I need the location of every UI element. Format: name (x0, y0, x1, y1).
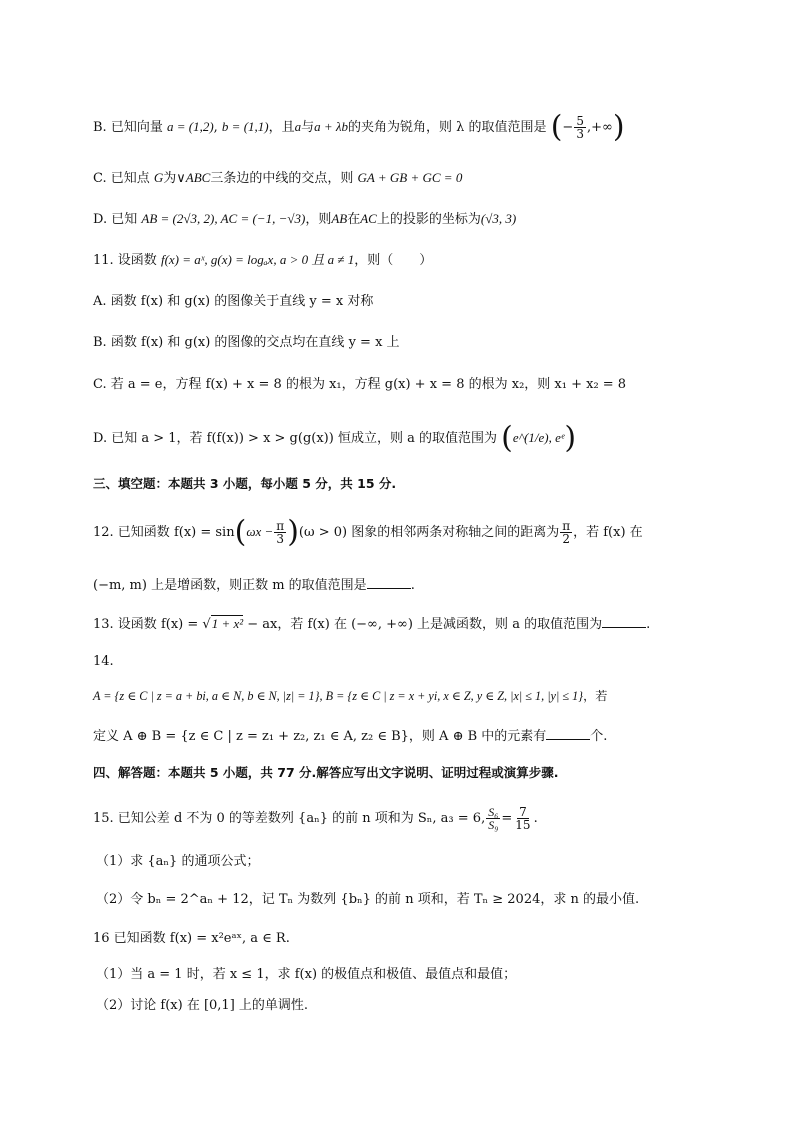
fraction: $\frac{5}{3}$ (576, 114, 584, 141)
vector-a: a = (1,2) (166, 119, 214, 134)
section-3-heading: 三、填空题：本题共 3 小题，每小题 5 分，共 15 分. (93, 476, 397, 491)
vector-b: b = (1,1) (221, 119, 269, 134)
q15-part2: （2）令 bₙ = 2^aₙ + 12，记 Tₙ 为数列 {bₙ} 的前 n 项和，若 Tₙ ≥ 2024，求 n 的最小值. (96, 892, 640, 907)
question-14-sets: A = {z ∈ C | z = a + bi, a ∈ N, b ∈ N, |z| = 1}, B = {z ∈ C | z = x + yi, x ∈ Z, y ∈ Z, |x| ≤ 1, |y| ≤ 1}，若 (93, 689, 608, 703)
section-4-heading: 四、解答题：本题共 5 小题，共 77 分.解答应写出文字说明、证明过程或演算步骤. (93, 765, 559, 780)
q11-option-C: C. 若 a = e，方程 f(x) + x = 8 的根为 x₁，方程 g(x) + x = 8 的根为 x₂，则 x₁ + x₂ = 8 (93, 377, 627, 392)
answer-blank[interactable] (602, 615, 646, 628)
option-B: B. 已知向量 a = (1,2), b = (1,1)，且a与a + λb的夹角为锐角，则 λ 的取值范围是 (− $\frac{5}{3}$ ,+∞) (93, 109, 625, 145)
option-D: D. 已知 AB = (2√3, 2), AC = (−1, −√3)，则AB在AC上的投影的坐标为(√3, 3) (93, 211, 517, 227)
question-14-line3: 定义 A ⊕ B = {z ∈ C | z = z₁ + z₂, z₁ ∈ A, z₂ ∈ B}，则 A ⊕ B 中的元素有 个. (93, 729, 608, 744)
q11-option-D: D. 已知 a > 1，若 f(f(x)) > x > g(g(x)) 恒成立，则 a 的取值范围为 (e^(1/e), eᵉ) (93, 420, 577, 456)
question-11: 11. 设函数 f(x) = aˣ, g(x) = logₐx, a > 0 且 a ≠ 1，则（ ） (93, 252, 433, 268)
question-12-line2: (−m, m) 上是增函数，则正数 m 的取值范围是 . (93, 578, 415, 593)
q15-part1: （1）求 {aₙ} 的通项公式； (96, 854, 260, 869)
q11-option-B: B. 函数 f(x) 和 g(x) 的图像的交点均在直线 y = x 上 (93, 335, 400, 350)
q16-part1: （1）当 a = 1 时，若 x ≤ 1，求 f(x) 的极值点和极值、最值点和最值； (96, 967, 517, 982)
question-14-number: 14. (93, 654, 114, 669)
question-15: 15. 已知公差 d 不为 0 的等差数列 {aₙ} 的前 n 项和为 Sₙ, a₃ = 6, $\frac{\text{S₆}}{\text{S₉}}$ = $\frac{7}{15}$ . (93, 805, 538, 832)
q16-part2: （2）讨论 f(x) 在 [0,1] 上的单调性. (96, 998, 309, 1013)
option-C: C. 已知点 G为∨ABC三条边的中线的交点，则 GA + GB + GC = 0 (93, 170, 463, 186)
vector-sum: GA + GB + GC = 0 (357, 170, 463, 185)
question-13: 13. 设函数 f(x) = √1 + x² − ax，若 f(x) 在 (−∞, +∞) 上是减函数，则 a 的取值范围为 . (93, 616, 651, 632)
question-12: 12. 已知函数 f(x) = sin(ωx − $\frac{\pi}{3}$ )(ω > 0) 图象的相邻两条对称轴之间的距离为 $\frac{\pi}{2}$ ，若 f(x) 在 (93, 514, 643, 550)
question-16: 16 已知函数 f(x) = x²eᵃˣ, a ∈ R. (93, 931, 290, 946)
answer-blank[interactable] (367, 576, 411, 589)
answer-blank[interactable] (546, 727, 590, 740)
q11-option-A: A. 函数 f(x) 和 g(x) 的图像关于直线 y = x 对称 (93, 294, 374, 309)
